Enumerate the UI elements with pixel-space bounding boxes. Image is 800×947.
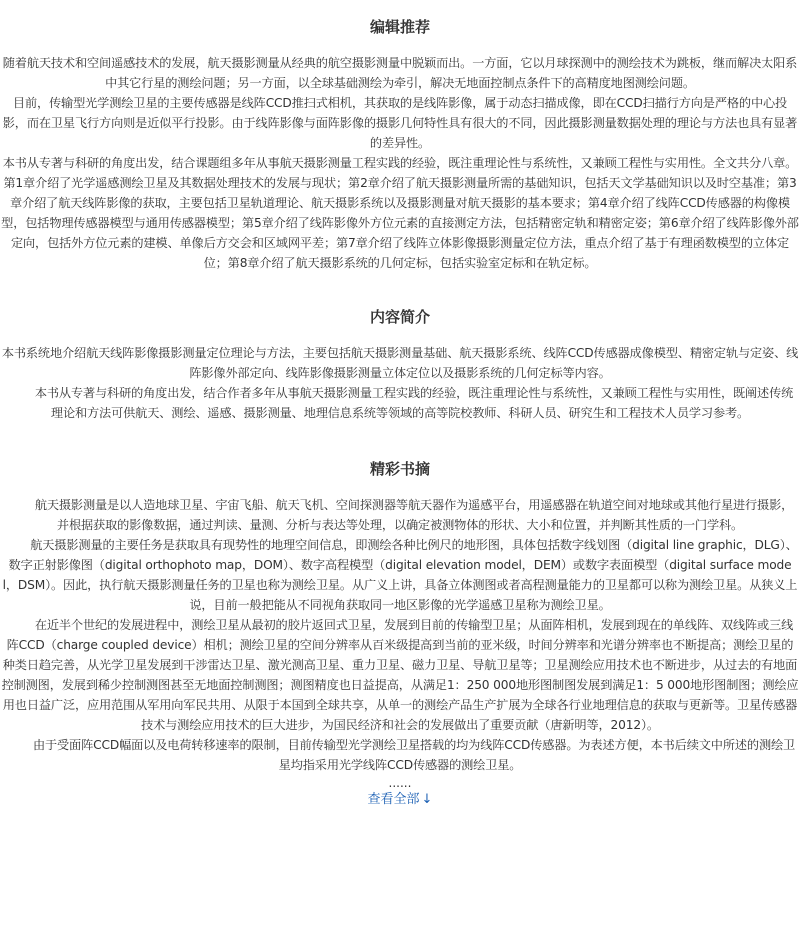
editor-paragraph: 随着航天技术和空间遥感技术的发展，航天摄影测量从经典的航空摄影测量中脱颖而出。一方面，它以月球探测中的测绘技术为跳板，继而解决太阳系中其它行星的测绘问题；另一方面，以全球基础测绘为牵引，解决无地面控制点条件下的高精度地图测绘问题。 <box>2 56 798 90</box>
title-spacer <box>1 327 799 343</box>
editor-recommendation-title: 编辑推荐 <box>369 18 430 36</box>
summary-paragraph: 本书系统地介绍航天线阵影像摄影测量定位理论与方法，主要包括航天摄影测量基础、航天摄影系统、线阵CCD传感器成像模型、精密定轨与定姿、线阵影像外部定向、线阵影像摄影测量立体定位以及摄影系统的几何定标等内容。 <box>1 346 799 380</box>
view-all-label: 查看全部 <box>367 792 420 807</box>
summary-paragraph: 本书从专著与科研的角度出发，结合作者多年从事航天摄影测量工程实践的经验，既注重理论性与系统性，又兼顾工程性与实用性，既阐述传统理论和方法可供航天、测绘、遥感、摄影测量、地理信息系统等领域的高等院校教师、科研人员、研究生和工程技术人员学习参考。 <box>34 386 794 420</box>
excerpt-body <box>1 495 799 809</box>
excerpt-ellipsis: ...... <box>388 776 412 790</box>
content-summary-body <box>1 343 799 423</box>
excerpt-paragraph: 航天摄影测量是以人造地球卫星、宇宙飞船、航天飞机、空间探测器等航天器作为遥感平台，用遥感器在轨道空间对地球或其他行星进行摄影，并根据获取的影像数据，通过判读、量测、分析与表达等处理，以确定被测物体的形状、大小和位置，并判断其性质的一门学科。 <box>34 498 794 532</box>
editor-recommendation-body <box>1 53 799 273</box>
excerpt-title: 精彩书摘 <box>369 460 430 478</box>
excerpt-paragraph: 由于受面阵CCD幅面以及电荷转移速率的限制，目前传输型光学测绘卫星搭载的均为线阵CCD传感器。为表述方便，本书后续文中所述的测绘卫星均指采用光学线阵CCD传感器的测绘卫星。 <box>32 738 796 772</box>
title-spacer <box>1 479 799 495</box>
excerpt-paragraph: 在近半个世纪的发展进程中，测绘卫星从最初的胶片返回式卫星，发展到目前的传输型卫星；从面阵相机，发展到现在的单线阵、双线阵或三线阵CCD（charge coupled device）相机；测绘卫星的空间分辨率从百米级提高到当前的亚米级，时间分辨率和光谱分辨率也不断提高；测绘卫星的种类日趋完善，从光学卫星发展到干涉雷达卫星、激光测高卫星、重力卫星、磁力卫星、导航卫星等；卫星测绘应用技术也不断进步，从过去的有地面控制测图，发展到稀少控制测图甚至无地面控制测图；测图精度也日益提高，从满足1：250 000地形图制图发展到满足1：5 000地形图制图；测绘应用也日益广泛，应用范围从军用向军民共用、从限于本国到全球共享，从单一的测绘产品生产扩展为全球各行业地理信息的获取与更新等。卫星传感器技术与测绘应用技术的巨大进步，为国民经济和社会的发展做出了重要贡献（唐新明等，2012）。 <box>1 618 799 732</box>
title-spacer <box>1 37 799 53</box>
excerpt-paragraph: 航天摄影测量的主要任务是获取具有现势性的地理空间信息，即测绘各种比例尺的地形图，具体包括数字线划图（digital line graphic，DLG）、数字正射影像图（digital orthophoto map，DOM）、数字高程模型（digital elevation model，DEM）或数字表面模型（digital surface model，DSM）。因此，执行航天摄影测量任务的卫星也称为测绘卫星。从广义上讲，具备立体测图或者高程测量能力的卫星都可以称为测绘卫星。从狭义上说，目前一般把能从不同视角获取同一地区影像的光学遥感卫星称为测绘卫星。 <box>2 538 798 612</box>
arrow-down-icon: ↓ <box>421 792 433 807</box>
editor-paragraph: 目前，传输型光学测绘卫星的主要传感器是线阵CCD推扫式相机，其获取的是线阵影像，属于动态扫描成像，即在CCD扫描行方向是严格的中心投影，而在卫星飞行方向则是近似平行投影。由于线阵影像与面阵影像的摄影几何特性具有很大的不同，因此摄影测量数据处理的理论与方法也具有显著的差异性。 <box>2 96 798 150</box>
content-summary-title: 内容简介 <box>369 308 430 326</box>
editor-paragraph: 本书从专著与科研的角度出发，结合课题组多年从事航天摄影测量工程实践的经验，既注重理论性与系统性，又兼顾工程性与实用性。全文共分八章。第1章介绍了光学遥感测绘卫星及其数据处理技术的发展与现状；第2章介绍了航天摄影测量所需的基础知识，包括天文学基础知识以及时空基准；第3章介绍了航天线阵影像的获取，主要包括卫星轨道理论、航天摄影系统以及摄影测量对航天摄影的基本要求；第4章介绍了线阵CCD传感器的构像模型，包括物理传感器模型与通用传感器模型；第5章介绍了线阵影像外方位元素的直接测定方法，包括精密定轨和精密定姿；第6章介绍了线阵影像外部定向，包括外方位元素的建模、单像后方交会和区域网平差；第7章介绍了线阵立体影像摄影测量定位方法，重点介绍了基于有理函数模型的立体定位；第8章介绍了航天摄影系统的几何定标，包括实验室定标和在轨定标。 <box>1 156 799 270</box>
view-all-link[interactable] <box>1 791 799 809</box>
